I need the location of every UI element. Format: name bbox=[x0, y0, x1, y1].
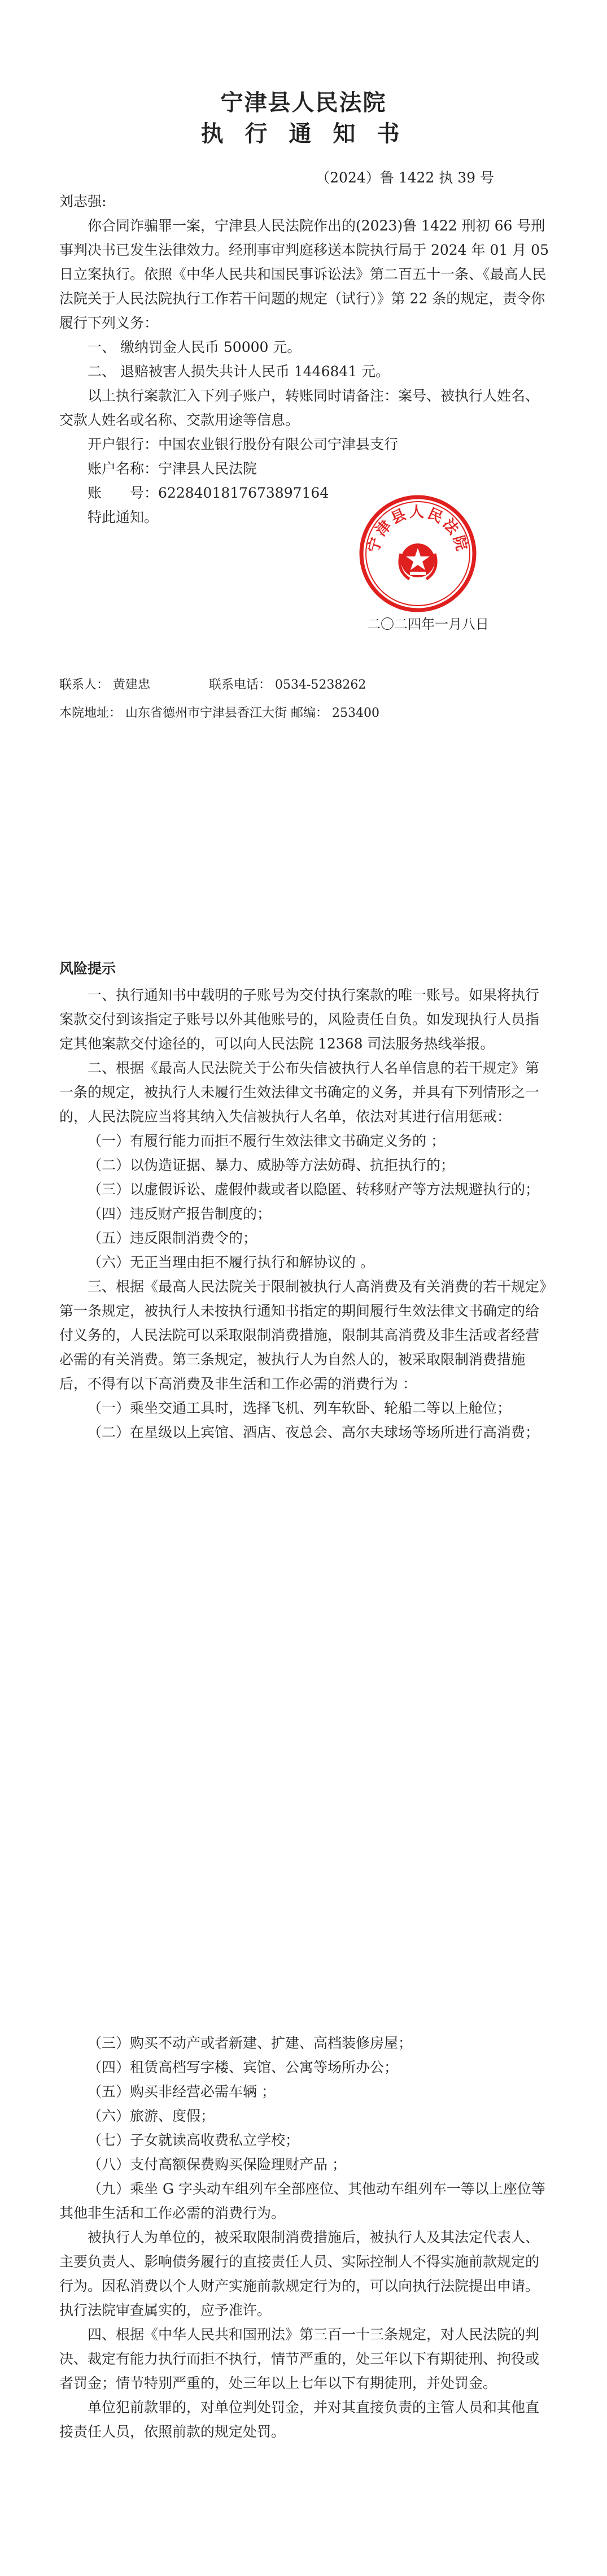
unit-restriction-paragraph: 被执行人为单位的，被采取限制消费措施后，被执行人及其法定代表人、主要负责人、影响债务履行的直接责任人员、实际控制人不得实施前款规定的行为。因私消费以个人财产实施前款规定行为的，可以向执行法院提出申请。执行法院审查属实的，应予准许。 bbox=[59, 2229, 540, 2318]
document-type-title: 执 行 通 知 书 bbox=[200, 120, 407, 147]
contact-person: 联系人： 黄建忠 bbox=[59, 678, 150, 692]
consumption-item: （二）在星级以上宾馆、酒店、夜总会、高尔夫球场等场所进行高消费； bbox=[88, 1424, 540, 1441]
consumption-item: （一）乘坐交通工具时，选择飞机、列车软卧、轮船二等以上舱位； bbox=[88, 1400, 512, 1416]
notice-body bbox=[59, 189, 551, 529]
consumption-item: （四）租赁高档写字楼、宾馆、公寓等场所办公； bbox=[88, 2059, 399, 2075]
risk-paragraph-3: 三、根据《最高人民法院关于限制被执行人高消费及有关消费的若干规定》第一条规定，被执行人未按执行通知书指定的期间履行生效法律文书确定的给付义务的，人民法院可以采取限制消费措施，限制其高消费及非生活或者经营必需的有关消费。第三条规定，被执行人为自然人的，被采取限制消费措施后，不得有以下高消费及非生活和工作必需的消费行为 ： bbox=[59, 1278, 547, 1392]
body-paragraph-1: 你合同诈骗罪一案，宁津县人民法院作出的(2023)鲁 1422 刑初 66 号刑事判决书已发生法律效力。经刑事审判庭移送本院执行局于 2024 年 01 月 05 日立案执行。依照《中华人民共和国民事诉讼法》第二百五十一条、《最高人民法院关于人民法院执行工作若干问题的规定（试行）》第 22 条的规定，责令你履行下列义务： bbox=[59, 217, 549, 331]
court-seal bbox=[356, 491, 480, 616]
case-number: （2024）鲁 1422 执 39 号 bbox=[316, 169, 494, 186]
closing-line: 特此通知。 bbox=[88, 509, 159, 525]
consumption-item: （八）支付高额保费购买保险理财产品 ； bbox=[88, 2156, 346, 2173]
account-number: 6228401817673897164 bbox=[158, 485, 329, 501]
account-name-line: 账户名称：宁津县人民法院 bbox=[88, 460, 257, 477]
addressee: 刘志强: bbox=[59, 193, 107, 210]
national-emblem-icon bbox=[400, 543, 436, 579]
risk-paragraph-1: 一、执行通知书中载明的子账号为交付执行案款的唯一账号。如果将执行案款交付到该指定子账号以外其他账号的，风险责任自负。如发现执行人员指定其他案款交付途径的，可以向人民法院 12368 司法服务热线举报。 bbox=[59, 987, 540, 1052]
risk-warning-title: 风险提示 bbox=[59, 960, 116, 977]
consumption-item: （九）乘坐 G 字头动车组列车全部座位、其他动车组列车一等以上座位等其他非生活和工作必需的消费行为。 bbox=[59, 2181, 545, 2221]
risk-paragraph-4: 四、根据《中华人民共和国刑法》第三百一十三条规定，对人民法院的判决、裁定有能力执行而拒不执行，情节严重的，处三年以下有期徒刑、拘役或者罚金；情节特别严重的，处三年以上七年以下有期徒刑，并处罚金。 bbox=[59, 2326, 540, 2391]
risk-list-item: （六）无正当理由拒不履行执行和解协议的 。 bbox=[88, 1254, 374, 1270]
issue-date: 二〇二四年一月八日 bbox=[367, 616, 489, 632]
risk-list-item: （一）有履行能力而拒不履行生效法律文书确定义务的 ； bbox=[88, 1133, 445, 1149]
svg-text:宁津县人民法院: 宁津县人民法院 bbox=[365, 504, 471, 555]
account-number-label: 账 号： bbox=[88, 485, 159, 501]
duty-item-1: 一、 缴纳罚金人民币 50000 元。 bbox=[88, 339, 302, 355]
risk-list-item: （四）违反财产报告制度的； bbox=[88, 1206, 272, 1222]
risk-section-part-1 bbox=[59, 983, 551, 1444]
consumption-item: （六）旅游、度假； bbox=[88, 2108, 215, 2124]
risk-list-item: （二）以伪造证据、暴力、威胁等方法妨碍、抗拒执行的； bbox=[88, 1157, 455, 1173]
risk-list-item: （三）以虚假诉讼、虚假仲裁或者以隐匿、转移财产等方法规避执行的； bbox=[88, 1181, 540, 1198]
consumption-item: （五）购买非经营必需车辆 ； bbox=[88, 2083, 276, 2100]
risk-paragraph-2: 二、根据《最高人民法院关于公布失信被执行人名单信息的若干规定》第一条的规定，被执行人未履行生效法律文书确定的义务，并具有下列情形之一的，人民法院应当将其纳入失信被执行人名单，依法对其进行信用惩戒： bbox=[59, 1060, 540, 1125]
risk-paragraph-5: 单位犯前款罪的，对单位判处罚金，并对其直接负责的主管人员和其他直接责任人员，依照前款的规定处罚。 bbox=[59, 2399, 540, 2440]
risk-section-part-2 bbox=[59, 2031, 551, 2444]
body-paragraph-2: 以上执行案款汇入下列子账户，转账同时请备注：案号、被执行人姓名、交款人姓名或名称、交款用途等信息。 bbox=[59, 388, 540, 428]
consumption-item: （三）购买不动产或者新建、扩建、高档装修房屋； bbox=[88, 2035, 413, 2051]
court-address: 本院地址： 山东省德州市宁津县香江大街 邮编： 253400 bbox=[59, 706, 379, 720]
duty-item-2: 二、 退赔被害人损失共计人民币 1446841 元。 bbox=[88, 363, 390, 380]
court-name-title: 宁津县人民法院 bbox=[220, 89, 387, 116]
risk-list-item: （五）违反限制消费令的； bbox=[88, 1230, 257, 1246]
contact-phone: 联系电话： 0534-5238262 bbox=[209, 678, 366, 692]
contact-info bbox=[59, 675, 366, 693]
consumption-item: （七）子女就读高收费私立学校； bbox=[88, 2132, 300, 2148]
bank-line: 开户银行：中国农业银行股份有限公司宁津县支行 bbox=[88, 436, 399, 452]
